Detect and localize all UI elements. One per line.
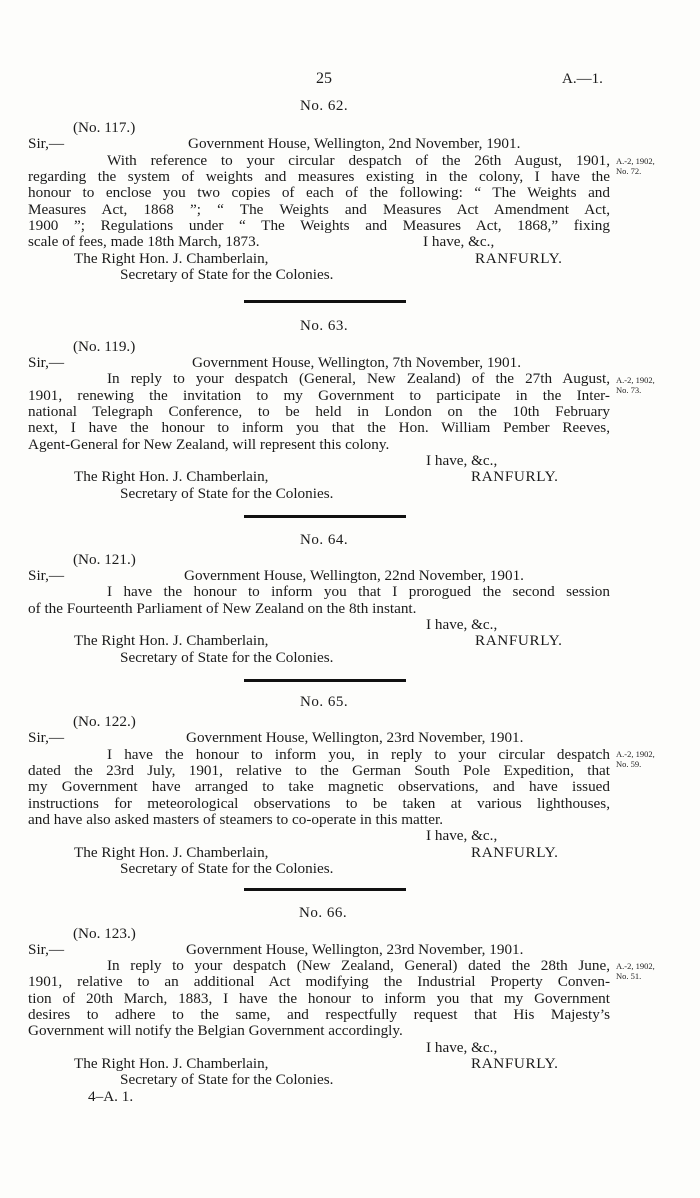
body-line: instructions for meteorological observations to be taken at various lighthouses, [28,795,610,812]
signature: RANFURLY. [475,632,563,649]
body-line: regarding the system of weights and measures existing in the colony, I have the [28,168,610,185]
despatch-number: No. 62. [300,98,349,114]
dateline: Government House, Wellington, 7th November, 1901. [192,354,522,371]
body-line: of the Fourteenth Parliament of New Zealand on the 8th instant. [28,600,417,617]
addressee-title: Secretary of State for the Colonies. [120,1071,334,1088]
addressee: The Right Hon. J. Chamberlain, [74,250,269,267]
addressee: The Right Hon. J. Chamberlain, [74,632,269,649]
dateline: Government House, Wellington, 23rd November, 1901. [186,729,524,746]
addressee-title: Secretary of State for the Colonies. [120,485,334,502]
salutation: Sir,— [28,729,65,746]
margin-note: A.-2, 1902, No. 51. [616,961,655,981]
body-line: tion of 20th March, 1883, I have the honour to inform you that my Government [28,990,610,1007]
section-divider [244,515,406,518]
dateline: Government House, Wellington, 22nd November, 1901. [184,567,524,584]
signature: RANFURLY. [471,1055,559,1072]
body-line: national Telegraph Conference, to be held in London on the 10th February [28,403,610,420]
addressee-title: Secretary of State for the Colonies. [120,266,334,283]
margin-note: A.-2, 1902, No. 59. [616,749,655,769]
signature: RANFURLY. [475,250,563,267]
body-line: I have the honour to inform you, in reply to your circular despatch [107,746,610,763]
body-line: honour to enclose you two copies of each of the following: “ The Weights and [28,184,610,201]
addressee: The Right Hon. J. Chamberlain, [74,844,269,861]
section-divider [244,300,406,303]
margin-note: A.-2, 1902, No. 72. [616,156,655,176]
salutation: Sir,— [28,354,65,371]
body-line: 1901, relative to an additional Act modifying the Industrial Property Conven- [28,973,610,990]
addressee: The Right Hon. J. Chamberlain, [74,1055,269,1072]
body-line: 1901, renewing the invitation to my Government to participate in the Inter- [28,387,610,404]
section-divider [244,679,406,682]
dateline: Government House, Wellington, 23rd November, 1901. [186,941,524,958]
closing: I have, &c., [423,233,495,250]
body-line: 1900 ”; Regulations under “ The Weights and Measures Act, 1868,” fixing [28,217,610,234]
body-line: I have the honour to inform you that I prorogued the second session [107,583,610,600]
body-line: In reply to your despatch (General, New Zealand) of the 27th August, [107,370,610,387]
signature: RANFURLY. [471,844,559,861]
despatch-reference: (No. 123.) [73,925,136,942]
salutation: Sir,— [28,135,65,152]
body-line: Measures Act, 1868 ”; “ The Weights and Measures Act Amendment Act, [28,201,610,218]
printer-signature-mark: 4–A. 1. [88,1088,134,1105]
closing: I have, &c., [426,1039,498,1056]
dateline: Government House, Wellington, 2nd November, 1901. [188,135,521,152]
despatch-number: No. 63. [300,318,349,334]
closing: I have, &c., [426,827,498,844]
document-reference: A.—1. [562,71,603,87]
despatch-reference: (No. 121.) [73,551,136,568]
body-line: and have also asked masters of steamers to co-operate in this matter. [28,811,443,828]
despatch-number: No. 65. [300,694,349,710]
despatch-number: No. 66. [299,905,348,921]
body-line: scale of fees, made 18th March, 1873. [28,233,260,250]
body-line: With reference to your circular despatch of the 26th August, 1901, [107,152,610,169]
despatch-reference: (No. 119.) [73,338,136,355]
addressee: The Right Hon. J. Chamberlain, [74,468,269,485]
body-line: Government will notify the Belgian Government accordingly. [28,1022,403,1039]
body-line: In reply to your despatch (New Zealand, General) dated the 28th June, [107,957,610,974]
page-number: 25 [316,70,332,87]
margin-note: A.-2, 1902, No. 73. [616,375,655,395]
addressee-title: Secretary of State for the Colonies. [120,860,334,877]
closing: I have, &c., [426,616,498,633]
body-line: dated the 23rd July, 1901, relative to the German South Pole Expedition, that [28,762,610,779]
despatch-number: No. 64. [300,532,349,548]
body-line: Agent-General for New Zealand, will represent this colony. [28,436,390,453]
salutation: Sir,— [28,567,65,584]
despatch-reference: (No. 122.) [73,713,136,730]
body-line: my Government have arranged to take magnetic observations, and have issued [28,778,610,795]
signature: RANFURLY. [471,468,559,485]
section-divider [244,888,406,891]
body-line: desires to adhere to the same, and respectfully request that His Majesty’s [28,1006,610,1023]
body-line: next, I have the honour to inform you that the Hon. William Pember Reeves, [28,419,610,436]
closing: I have, &c., [426,452,498,469]
addressee-title: Secretary of State for the Colonies. [120,649,334,666]
salutation: Sir,— [28,941,65,958]
despatch-reference: (No. 117.) [73,119,136,136]
